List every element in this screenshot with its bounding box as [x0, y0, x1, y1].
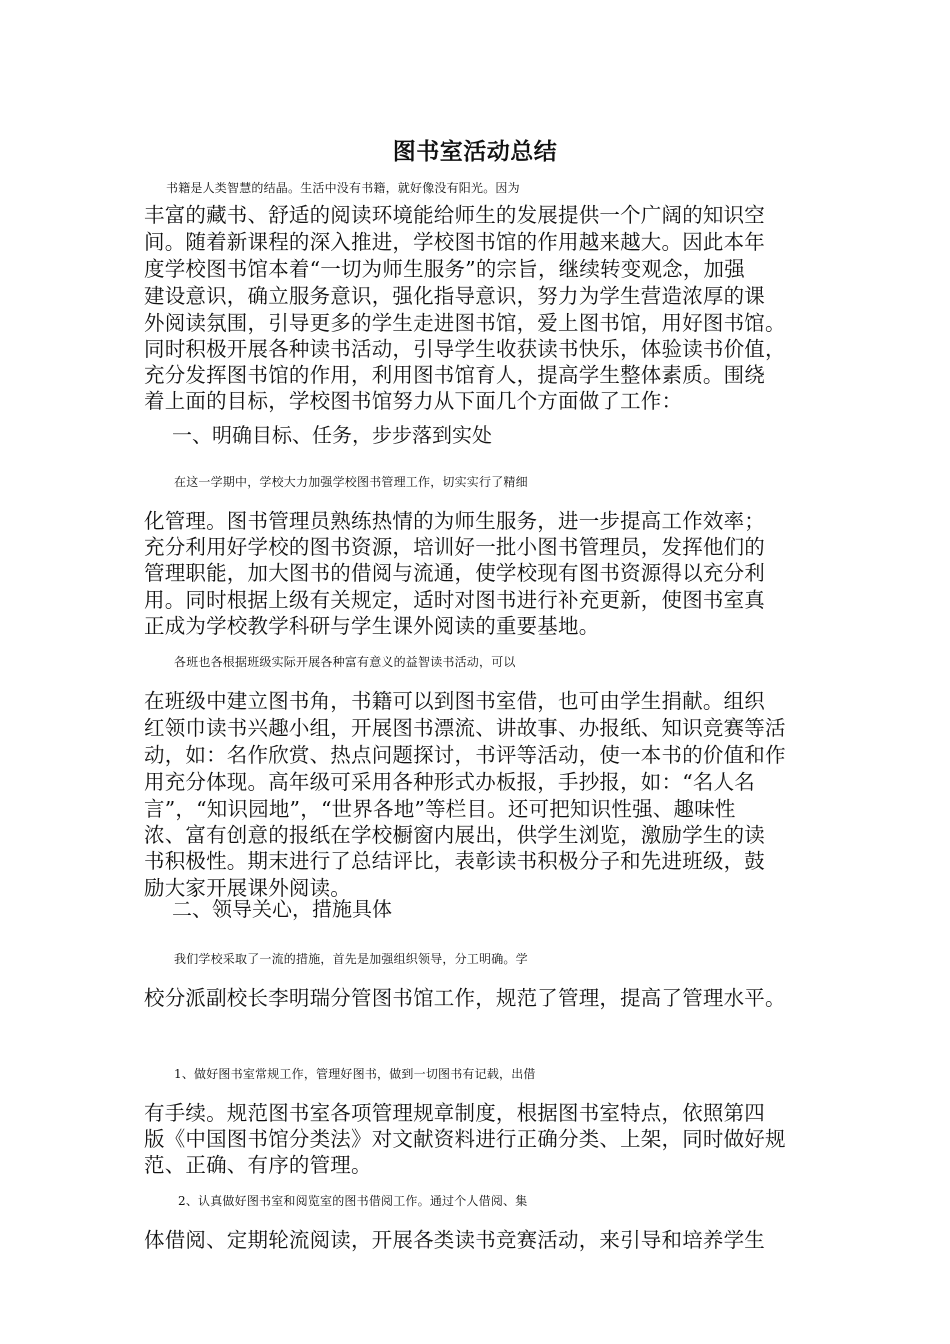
paragraph-line: 励大家开展课外阅读。: [144, 876, 351, 900]
paragraph-line: 用充分体现。高年级可采用各种形式办板报，手抄报，如：“名人名: [144, 770, 755, 794]
paragraph-line: 同时积极开展各种读书活动，引导学生收获读书快乐，体验读书价值，: [144, 337, 786, 361]
paragraph-line: 在班级中建立图书角，书籍可以到图书室借，也可由学生捐献。组织: [144, 689, 765, 713]
paragraph-line: 2、认真做好图书室和阅览室的图书借阅工作。通过个人借阅、集: [178, 1194, 528, 1208]
paragraph-line: 正成为学校教学科研与学生课外阅读的重要基地。: [144, 614, 600, 638]
paragraph-line: 书籍是人类智慧的结晶。生活中没有书籍，就好像没有阳光。因为: [166, 181, 520, 195]
paragraph-line: 度学校图书馆本着“一切为师生服务”的宗旨，继续转变观念，加强: [144, 257, 745, 281]
paragraph-line: 化管理。图书管理员熟练热情的为师生服务，进一步提高工作效率；: [144, 509, 765, 533]
paragraph-line: 动，如：名作欣赏、热点问题探讨，书评等活动，使一本书的价值和作: [144, 743, 786, 767]
paragraph-line: 充分发挥图书馆的作用，利用图书馆育人，提高学生整体素质。围绕: [144, 363, 765, 387]
paragraph-line: 有手续。规范图书室各项管理规章制度，根据图书室特点，依照第四: [144, 1101, 765, 1125]
section-heading: 一、明确目标、任务，步步落到实处: [172, 423, 492, 447]
paragraph-line: 校分派副校长李明瑞分管图书馆工作，规范了管理，提高了管理水平。: [144, 986, 786, 1010]
paragraph-line: 着上面的目标，学校图书馆努力从下面几个方面做了工作：: [144, 389, 683, 413]
paragraph-line: 言”，“知识园地”，“世界各地”等栏目。还可把知识性强、趣味性: [144, 797, 736, 821]
paragraph-line: 建设意识，确立服务意识，强化指导意识，努力为学生营造浓厚的课: [144, 284, 765, 308]
paragraph-line: 在这一学期中，学校大力加强学校图书管理工作，切实实行了精细: [174, 475, 528, 489]
paragraph-line: 我们学校采取了一流的措施，首先是加强组织领导，分工明确。学: [174, 952, 528, 966]
section-heading: 二、领导关心，措施具体: [172, 897, 392, 921]
paragraph-line: 充分利用好学校的图书资源，培训好一批小图书管理员，发挥他们的: [144, 535, 765, 559]
paragraph-line: 浓、富有创意的报纸在学校橱窗内展出，供学生浏览，激励学生的读: [144, 823, 765, 847]
paragraph-line: 外阅读氛围，引导更多的学生走进图书馆，爱上图书馆，用好图书馆。: [144, 311, 786, 335]
paragraph-line: 体借阅、定期轮流阅读，开展各类读书竞赛活动，来引导和培养学生: [144, 1228, 765, 1252]
document-title: 图书室活动总结: [392, 139, 558, 165]
paragraph-line: 书积极性。期末进行了总结评比，表彰读书积极分子和先进班级，鼓: [144, 849, 765, 873]
paragraph-line: 范、正确、有序的管理。: [144, 1153, 372, 1177]
paragraph-line: 红领巾读书兴趣小组，开展图书漂流、讲故事、办报纸、知识竞赛等活: [144, 716, 786, 740]
paragraph-line: 丰富的藏书、舒适的阅读环境能给师生的发展提供一个广阔的知识空: [144, 203, 765, 227]
paragraph-line: 版《中国图书馆分类法》对文献资料进行正确分类、上架，同时做好规: [144, 1127, 786, 1151]
paragraph-line: 管理职能，加大图书的借阅与流通，使学校现有图书资源得以充分利: [144, 561, 765, 585]
paragraph-line: 1、做好图书室常规工作，管理好图书，做到一切图书有记载，出借: [174, 1067, 536, 1081]
paragraph-line: 各班也各根据班级实际开展各种富有意义的益智读书活动，可以: [174, 655, 516, 669]
paragraph-line: 用。同时根据上级有关规定，适时对图书进行补充更新，使图书室真: [144, 588, 765, 612]
paragraph-line: 间。随着新课程的深入推进，学校图书馆的作用越来越大。因此本年: [144, 230, 765, 254]
